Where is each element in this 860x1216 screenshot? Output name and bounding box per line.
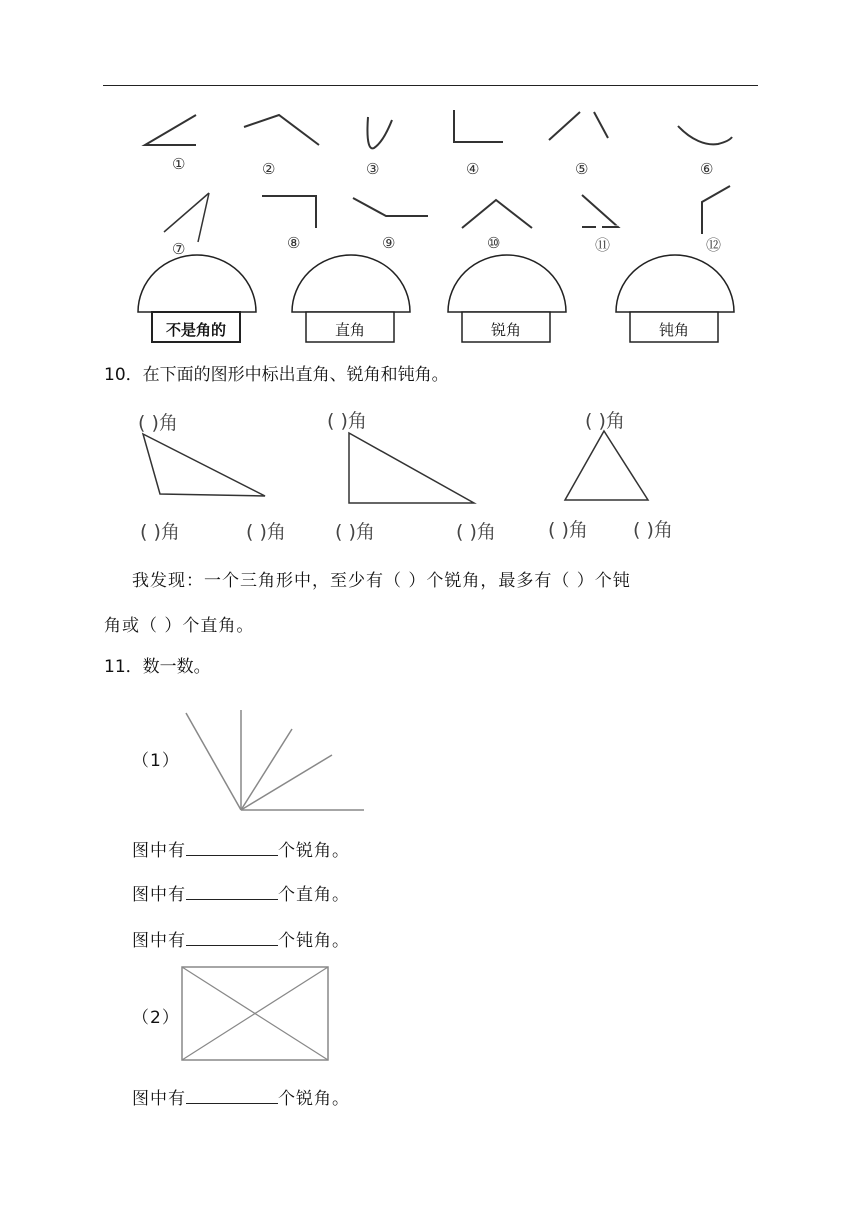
triangle2-right-label: ( )角 (456, 521, 496, 543)
angle-figure-12 (694, 184, 734, 236)
angle-figure-3 (360, 115, 400, 155)
angle-number-12: ⑫ (706, 236, 722, 254)
answer-blank-acute-2[interactable] (186, 1085, 278, 1104)
angle-figure-2 (242, 112, 322, 152)
angle-number-9: ⑨ (382, 234, 396, 252)
angle-figure-6 (676, 118, 736, 150)
answer-suffix: 个锐角。 (278, 841, 350, 861)
angle-number-8: ⑧ (287, 234, 301, 252)
triangle3-right-label: ( )角 (633, 519, 673, 541)
answer-suffix: 个钝角。 (278, 931, 350, 951)
discovery-line-1: 我发现：一个三角形中，至少有（ ）个锐角，最多有（ ）个钝 (132, 571, 631, 591)
part-1-label: （1） (132, 751, 180, 771)
angle-number-1: ① (172, 155, 186, 173)
triangle1-left-label: ( )角 (140, 521, 180, 543)
triangle1-top-label: ( )角 (138, 412, 178, 434)
angle-number-11: ⑪ (595, 236, 611, 254)
right-triangle (346, 430, 478, 506)
answer-prefix: 图中有 (132, 931, 186, 951)
angle-figure-8 (260, 193, 322, 233)
angle-figure-1 (140, 112, 200, 152)
angle-number-5: ⑤ (575, 160, 589, 178)
answer-prefix: 图中有 (132, 841, 186, 861)
angle-number-10: ⑩ (487, 234, 501, 252)
angle-number-6: ⑥ (700, 160, 714, 178)
angle-figure-9 (350, 194, 432, 224)
house-label-not-angle: 不是角的 (165, 321, 226, 339)
answer-suffix: 个直角。 (278, 885, 350, 905)
angle-figure-4 (448, 108, 508, 148)
angle-figure-7 (160, 190, 220, 245)
angle-number-4: ④ (466, 160, 480, 178)
answer-prefix: 图中有 (132, 885, 186, 905)
answer-blank-right[interactable] (186, 881, 278, 900)
triangle3-left-label: ( )角 (548, 519, 588, 541)
acute-triangle (562, 428, 652, 504)
angle-figure-11 (578, 192, 626, 232)
answer-line-acute-2 (132, 1084, 350, 1109)
house-label-obtuse-angle: 钝角 (658, 321, 689, 339)
triangle1-right-label: ( )角 (246, 521, 286, 543)
discovery-line-2: 角或（ ）个直角。 (104, 616, 255, 636)
question-10-title: 10．在下面的图形中标出直角、锐角和钝角。 (104, 365, 449, 385)
part-2-label: （2） (132, 1008, 180, 1028)
answer-suffix: 个锐角。 (278, 1089, 350, 1109)
angle-figure-10 (460, 196, 536, 232)
triangle2-top-label: ( )角 (327, 410, 367, 432)
answer-prefix: 图中有 (132, 1089, 186, 1109)
angle-number-2: ② (262, 160, 276, 178)
angle-number-3: ③ (366, 160, 380, 178)
answer-line-right (132, 880, 350, 905)
angle-figure-5 (546, 108, 616, 148)
answer-line-obtuse (132, 926, 350, 951)
house-label-right-angle: 直角 (334, 321, 365, 339)
obtuse-triangle (138, 430, 270, 500)
triangle3-top-label: ( )角 (585, 410, 625, 432)
rectangle-diagonals-figure (180, 965, 332, 1063)
answer-blank-acute-1[interactable] (186, 837, 278, 856)
rays-figure (180, 705, 370, 815)
angle-number-7: ⑦ (172, 240, 186, 258)
top-rule (103, 85, 758, 86)
answer-blank-obtuse[interactable] (186, 927, 278, 946)
triangle2-left-label: ( )角 (335, 521, 375, 543)
house-label-acute-angle: 锐角 (490, 321, 521, 339)
question-11-title: 11．数一数。 (104, 657, 211, 677)
answer-line-acute-1 (132, 836, 350, 861)
